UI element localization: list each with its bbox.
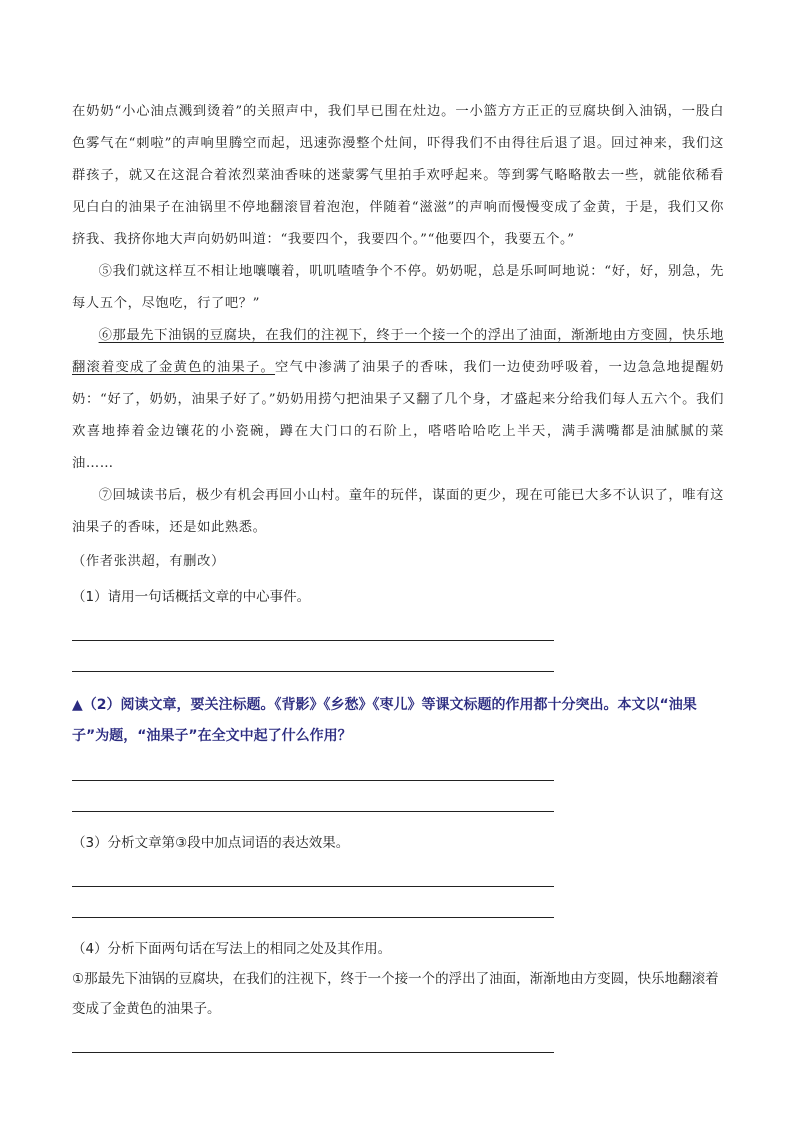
answer-line[interactable]: [72, 886, 554, 887]
page-content: [72, 96, 724, 1053]
question-2: [72, 690, 724, 812]
answer-area-2[interactable]: [72, 752, 724, 812]
answer-area-4[interactable]: [72, 1024, 724, 1053]
paragraph-7: ⑦回城读书后，极少有机会再回小山村。童年的玩伴，谋面的更少，现在可能已大多不认识了，唯有这油果子的香味，还是如此熟悉。: [72, 488, 724, 535]
answer-line[interactable]: [72, 917, 554, 918]
answer-line[interactable]: [72, 811, 554, 812]
paragraph-5: ⑤我们就这样互不相让地嚷嚷着，叽叽喳喳争个不停。奶奶呢，总是乐呵呵地说：“好，好，别急，先每人五个，尽饱吃，行了吧？”: [72, 264, 724, 311]
answer-area-1[interactable]: [72, 612, 724, 672]
paragraph-4: 在奶奶“小心油点溅到烫着”的关照声中，我们早已围在灶边。一小篮方方正正的豆腐块倒入油锅，一股白色雾气在“刺啦”的声响里腾空而起，迅速弥漫整个灶间，吓得我们不由得往后退了退。回过神来，我们这群孩子，就又在这混合着浓烈菜油香味的迷蒙雾气里拍手欢呼起来。等到雾气略略散去一些，就能依稀看见白白的油果子在油锅里不停地翻滚冒着泡泡，伴随着“滋滋”的声响而慢慢变成了金黄，于是，我们又你挤我、我挤你地大声向奶奶叫道：“我要四个，我要四个。”“他要四个，我要五个。”: [72, 104, 724, 247]
question-4-sentence-1: ①那最先下油锅的豆腐块，在我们的注视下，终于一个接一个的浮出了油面，渐渐地由方变圆，快乐地翻滚着变成了金黄色的油果子。: [72, 971, 719, 1017]
answer-line[interactable]: [72, 780, 554, 781]
question-3: [72, 828, 724, 918]
question-1: [72, 582, 724, 672]
answer-line[interactable]: [72, 640, 554, 641]
answer-line[interactable]: [72, 671, 554, 672]
author-source: （作者张洪超，有删改）: [72, 554, 225, 569]
answer-area-3[interactable]: [72, 858, 724, 918]
question-2-text: ▲（2）阅读文章，要关注标题。《背影》《乡愁》《枣儿》等课文标题的作用都十分突出。本文以“油果子”为题，“油果子”在全文中起了什么作用？: [72, 697, 697, 744]
question-1-text: （1）请用一句话概括文章的中心事件。: [72, 589, 311, 605]
underlined-sentence: ⑥那最先下油锅的豆腐块，在我们的注视下，终于一个接一个的浮出了油面，渐渐地由方变圆，快乐地翻滚着变成了金黄色的油果子。: [72, 328, 724, 375]
question-3-text: （3）分析文章第③段中加点词语的表达效果。: [72, 835, 350, 851]
paragraph-6-rest: 空气中渗满了油果子的香味，我们一边使劲呼吸着，一边急急地提醒奶奶：“好了，奶奶，油果子好了。”奶奶用捞勺把油果子又翻了几个身，才盛起来分给我们每人五六个。我们欢喜地捧着金边镶花的小瓷碗，蹲在大门口的石阶上，嗒嗒哈哈吃上半天，满手满嘴都是油腻腻的菜油……: [72, 360, 724, 471]
paragraph-6: [72, 320, 724, 480]
question-4: [72, 934, 724, 1053]
answer-line[interactable]: [72, 1052, 554, 1053]
question-4-text: （4）分析下面两句话在写法上的相同之处及其作用。: [72, 941, 392, 957]
reading-passage: [72, 96, 724, 578]
